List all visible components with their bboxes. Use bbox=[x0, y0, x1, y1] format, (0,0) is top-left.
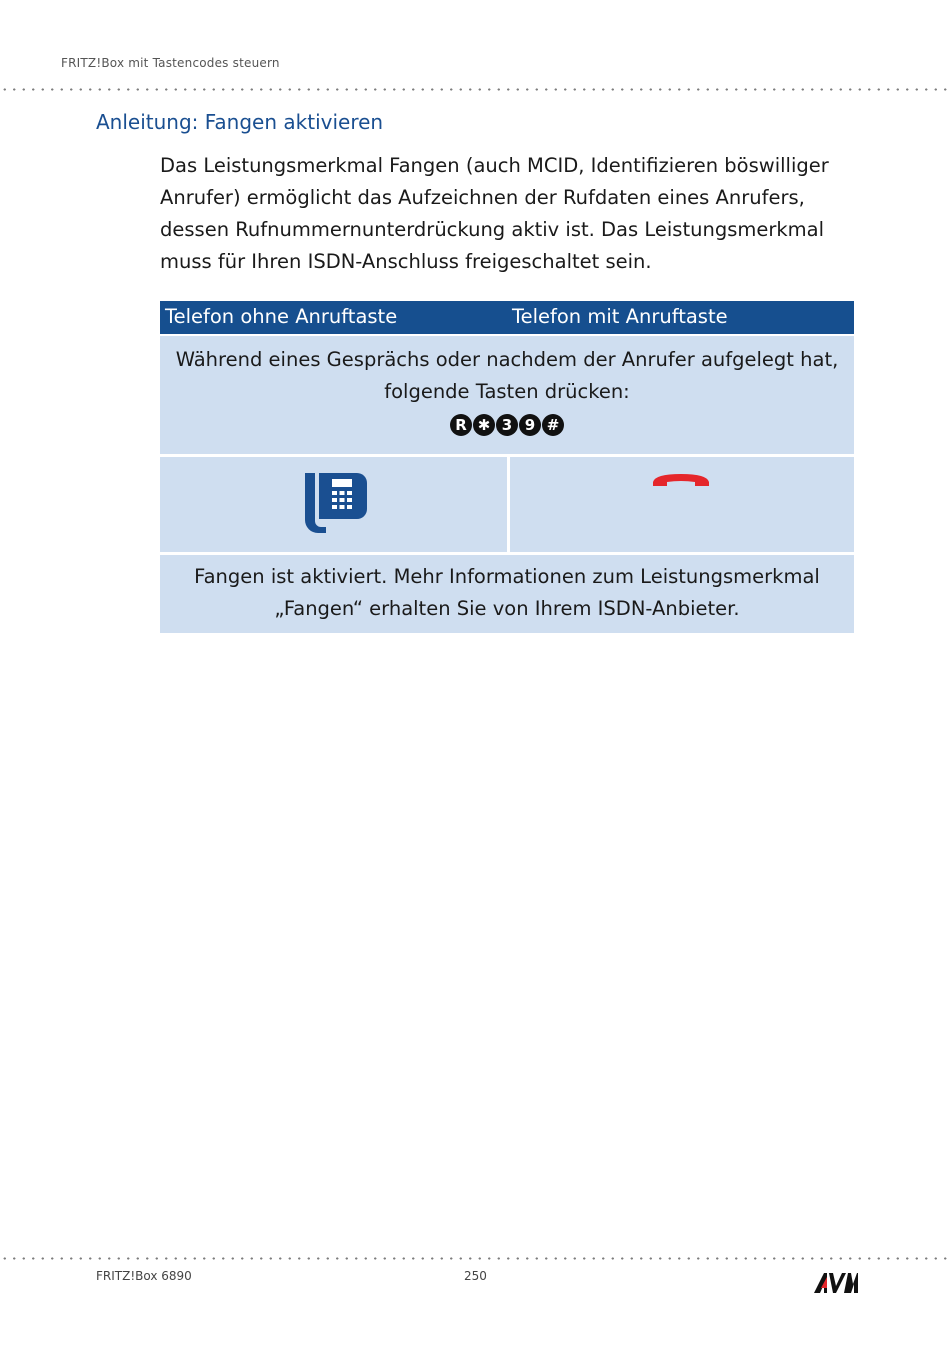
key-r: R bbox=[450, 414, 472, 436]
instruction-table bbox=[160, 301, 854, 633]
icon-row bbox=[160, 457, 854, 552]
avm-logo-icon bbox=[814, 1272, 858, 1294]
result-line-2: „Fangen“ erhalten Sie von Ihrem ISDN-Anbieter. bbox=[274, 597, 740, 620]
icon-cell-right bbox=[510, 457, 854, 552]
intro-paragraph: Das Leistungsmerkmal Fangen (auch MCID, Identifizieren böswilliger Anrufer) ermöglicht das Aufzeichnen der Rufdaten eines Anrufers, dessen Rufnummernunterdrückung aktiv ist. Das Leistungsmerkmal muss für Ihren ISDN-Anschluss freigeschaltet sein. bbox=[160, 154, 829, 273]
result-line-1: Fangen ist aktiviert. Mehr Informationen zum Leistungsmerkmal bbox=[194, 565, 820, 588]
key-sequence bbox=[160, 414, 854, 436]
result-row bbox=[160, 555, 854, 633]
table-header bbox=[160, 301, 854, 334]
instruction-line-2: folgende Tasten drücken: bbox=[384, 380, 630, 403]
key-9: 9 bbox=[519, 414, 541, 436]
running-header: FRITZ!Box mit Tastencodes steuern bbox=[61, 56, 280, 70]
icon-cell-left bbox=[160, 457, 507, 552]
key-star: ✱ bbox=[473, 414, 495, 436]
key-hash: # bbox=[542, 414, 564, 436]
key-3: 3 bbox=[496, 414, 518, 436]
bottom-divider bbox=[0, 1257, 950, 1260]
section-heading: Anleitung: Fangen aktivieren bbox=[96, 110, 384, 134]
footer-product: FRITZ!Box 6890 bbox=[96, 1269, 192, 1283]
page-number: 250 bbox=[464, 1269, 487, 1283]
hang-up-handset-icon bbox=[651, 470, 711, 488]
column-header-with-call-key: Telefon mit Anruftaste bbox=[512, 305, 728, 328]
top-divider bbox=[0, 88, 950, 91]
instruction-line-1: Während eines Gesprächs oder nachdem der Anrufer aufgelegt hat, bbox=[175, 348, 839, 371]
column-header-without-call-key: Telefon ohne Anruftaste bbox=[165, 305, 398, 328]
desk-phone-icon bbox=[299, 471, 369, 537]
instruction-row bbox=[160, 336, 854, 454]
